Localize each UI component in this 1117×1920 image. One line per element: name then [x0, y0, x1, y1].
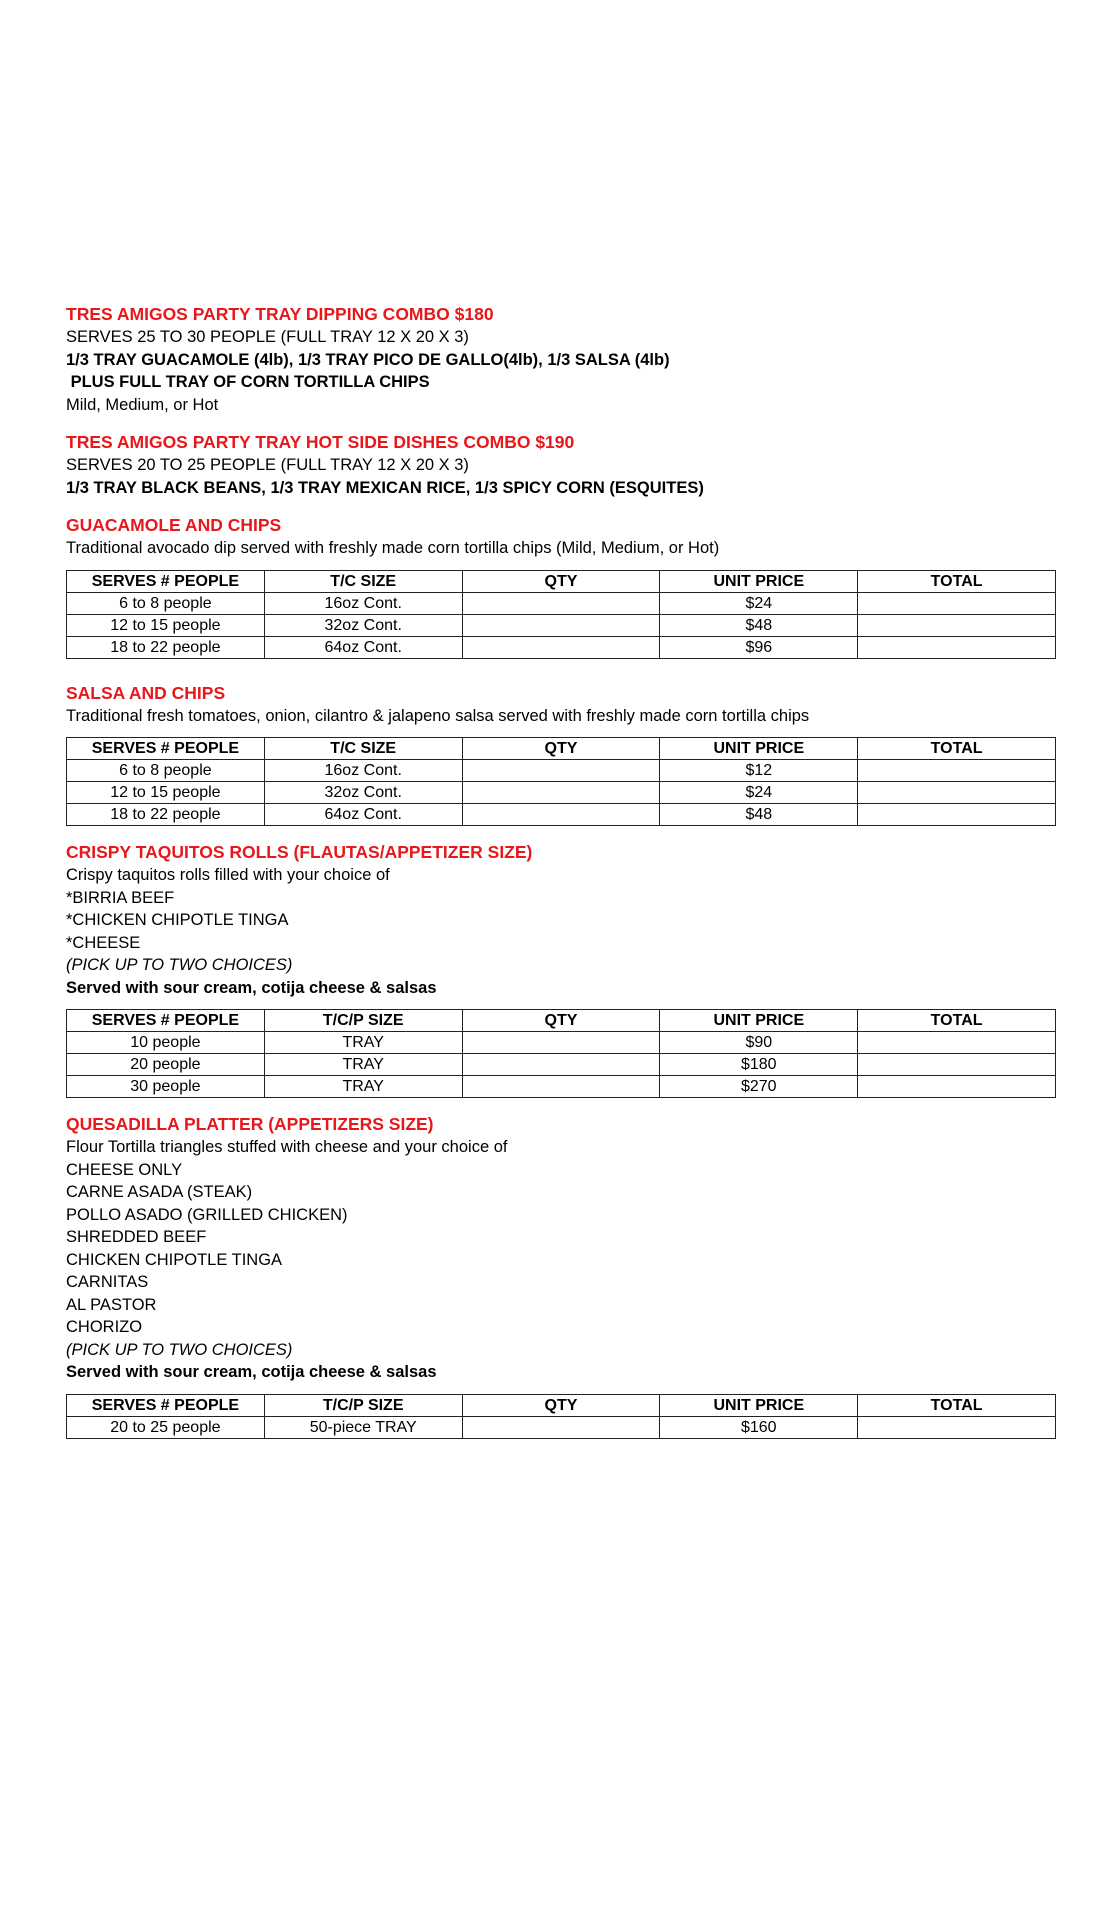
section-title: SALSA AND CHIPS: [66, 682, 226, 703]
combo-contents: 1/3 TRAY GUACAMOLE (4lb), 1/3 TRAY PICO DE GALLO(4lb), 1/3 SALSA (4lb): [66, 350, 670, 369]
price-cell: $48: [660, 804, 858, 826]
total-cell[interactable]: [858, 1416, 1056, 1438]
total-cell[interactable]: [858, 614, 1056, 636]
serves-cell: 6 to 8 people: [67, 592, 265, 614]
serves-cell: 30 people: [67, 1076, 265, 1098]
table-header-row: [67, 570, 1056, 592]
filling-option: *CHICKEN CHIPOTLE TINGA: [66, 911, 289, 929]
filling-option: *CHEESE: [66, 933, 141, 952]
combo-plus: PLUS FULL TRAY OF CORN TORTILLA CHIPS: [66, 373, 430, 391]
size-cell: 64oz Cont.: [264, 636, 462, 658]
serves-cell: 10 people: [67, 1032, 265, 1054]
size-cell: 32oz Cont.: [264, 782, 462, 804]
header-cell: QTY: [462, 738, 660, 760]
menu-content: [66, 302, 1056, 1439]
filling-option: *BIRRIA BEEF: [66, 888, 175, 907]
table-row: [67, 636, 1056, 658]
price-cell: $180: [660, 1054, 858, 1076]
header-cell: UNIT PRICE: [660, 1394, 858, 1416]
header-cell: UNIT PRICE: [660, 570, 858, 592]
section-intro: Crispy taquitos rolls filled with your choice of: [66, 866, 390, 884]
table-row: [67, 1076, 1056, 1098]
section-description: Traditional fresh tomatoes, onion, cilantro & jalapeno salsa served with freshly made corn tortilla chips: [66, 706, 810, 725]
price-table: [66, 1009, 1056, 1098]
filling-option: CARNE ASADA (STEAK): [66, 1183, 253, 1201]
serves-cell: 20 people: [67, 1054, 265, 1076]
header-cell: QTY: [462, 570, 660, 592]
qty-cell[interactable]: [462, 760, 660, 782]
size-cell: 50-piece TRAY: [264, 1416, 462, 1438]
header-cell: TOTAL: [858, 738, 1056, 760]
qty-cell[interactable]: [462, 592, 660, 614]
serves-line: SERVES 20 TO 25 PEOPLE (FULL TRAY 12 X 20 X 3): [66, 456, 469, 474]
qty-cell[interactable]: [462, 1032, 660, 1054]
served-note: Served with sour cream, cotija cheese & salsas: [66, 1363, 437, 1381]
header-cell: T/C SIZE: [264, 570, 462, 592]
pick-note: (PICK UP TO TWO CHOICES): [66, 956, 293, 974]
header-cell: SERVES # PEOPLE: [67, 570, 265, 592]
serves-cell: 12 to 15 people: [67, 614, 265, 636]
header-cell: T/C SIZE: [264, 738, 462, 760]
price-cell: $160: [660, 1416, 858, 1438]
size-cell: 16oz Cont.: [264, 760, 462, 782]
header-cell: T/C/P SIZE: [264, 1010, 462, 1032]
price-table: [66, 1394, 1056, 1439]
filling-option: CHORIZO: [66, 1318, 143, 1336]
header-cell: SERVES # PEOPLE: [67, 1010, 265, 1032]
combo-contents: 1/3 TRAY BLACK BEANS, 1/3 TRAY MEXICAN RICE, 1/3 SPICY CORN (ESQUITES): [66, 478, 704, 497]
qty-cell[interactable]: [462, 1054, 660, 1076]
header-cell: T/C/P SIZE: [264, 1394, 462, 1416]
total-cell[interactable]: [858, 592, 1056, 614]
header-cell: SERVES # PEOPLE: [67, 738, 265, 760]
pick-note: (PICK UP TO TWO CHOICES): [66, 1340, 293, 1359]
serves-cell: 18 to 22 people: [67, 804, 265, 826]
price-cell: $96: [660, 636, 858, 658]
price-table: [66, 570, 1056, 659]
table-header-row: [67, 1394, 1056, 1416]
qty-cell[interactable]: [462, 804, 660, 826]
table-row: [67, 760, 1056, 782]
qty-cell[interactable]: [462, 614, 660, 636]
price-cell: $24: [660, 782, 858, 804]
qty-cell[interactable]: [462, 782, 660, 804]
size-cell: 16oz Cont.: [264, 592, 462, 614]
filling-option: POLLO ASADO (GRILLED CHICKEN): [66, 1205, 348, 1224]
qty-cell[interactable]: [462, 1416, 660, 1438]
table-header-row: [67, 1010, 1056, 1032]
size-cell: TRAY: [264, 1076, 462, 1098]
price-cell: $12: [660, 760, 858, 782]
header-cell: QTY: [462, 1394, 660, 1416]
section-intro: Flour Tortilla triangles stuffed with cheese and your choice of: [66, 1138, 508, 1156]
total-cell[interactable]: [858, 804, 1056, 826]
serves-cell: 20 to 25 people: [67, 1416, 265, 1438]
filling-option: AL PASTOR: [66, 1295, 157, 1314]
table-row: [67, 592, 1056, 614]
table-row: [67, 804, 1056, 826]
table-row: [67, 1054, 1056, 1076]
qty-cell[interactable]: [462, 636, 660, 658]
price-cell: $24: [660, 592, 858, 614]
header-cell: TOTAL: [858, 1010, 1056, 1032]
filling-option: CHEESE ONLY: [66, 1160, 183, 1179]
total-cell[interactable]: [858, 636, 1056, 658]
filling-option: CARNITAS: [66, 1273, 149, 1291]
section-description: Traditional avocado dip served with freshly made corn tortilla chips (Mild, Medium, or Hot): [66, 539, 720, 557]
section-title: GUACAMOLE AND CHIPS: [66, 515, 282, 535]
table-row: [67, 614, 1056, 636]
table-row: [67, 782, 1056, 804]
price-cell: $90: [660, 1032, 858, 1054]
section-title: TRES AMIGOS PARTY TRAY DIPPING COMBO $180: [66, 304, 494, 324]
total-cell[interactable]: [858, 1032, 1056, 1054]
serves-line: SERVES 25 TO 30 PEOPLE (FULL TRAY 12 X 20 X 3): [66, 328, 469, 346]
total-cell[interactable]: [858, 1054, 1056, 1076]
filling-option: CHICKEN CHIPOTLE TINGA: [66, 1250, 283, 1269]
header-cell: UNIT PRICE: [660, 738, 858, 760]
total-cell[interactable]: [858, 760, 1056, 782]
filling-option: SHREDDED BEEF: [66, 1228, 207, 1246]
heat-options: Mild, Medium, or Hot: [66, 395, 219, 414]
table-row: [67, 1416, 1056, 1438]
total-cell[interactable]: [858, 782, 1056, 804]
size-cell: TRAY: [264, 1054, 462, 1076]
serves-cell: 18 to 22 people: [67, 636, 265, 658]
size-cell: TRAY: [264, 1032, 462, 1054]
header-cell: TOTAL: [858, 1394, 1056, 1416]
table-row: [67, 1032, 1056, 1054]
header-cell: UNIT PRICE: [660, 1010, 858, 1032]
size-cell: 32oz Cont.: [264, 614, 462, 636]
header-cell: QTY: [462, 1010, 660, 1032]
serves-cell: 12 to 15 people: [67, 782, 265, 804]
section-title: TRES AMIGOS PARTY TRAY HOT SIDE DISHES COMBO $190: [66, 432, 575, 452]
served-note: Served with sour cream, cotija cheese & salsas: [66, 978, 437, 997]
section-title: CRISPY TAQUITOS ROLLS (FLAUTAS/APPETIZER SIZE): [66, 842, 533, 862]
serves-cell: 6 to 8 people: [67, 760, 265, 782]
price-cell: $270: [660, 1076, 858, 1098]
header-cell: SERVES # PEOPLE: [67, 1394, 265, 1416]
total-cell[interactable]: [858, 1076, 1056, 1098]
size-cell: 64oz Cont.: [264, 804, 462, 826]
section-title: QUESADILLA PLATTER (APPETIZERS SIZE): [66, 1114, 434, 1134]
price-cell: $48: [660, 614, 858, 636]
qty-cell[interactable]: [462, 1076, 660, 1098]
table-header-row: [67, 738, 1056, 760]
price-table: [66, 737, 1056, 826]
header-cell: TOTAL: [858, 570, 1056, 592]
